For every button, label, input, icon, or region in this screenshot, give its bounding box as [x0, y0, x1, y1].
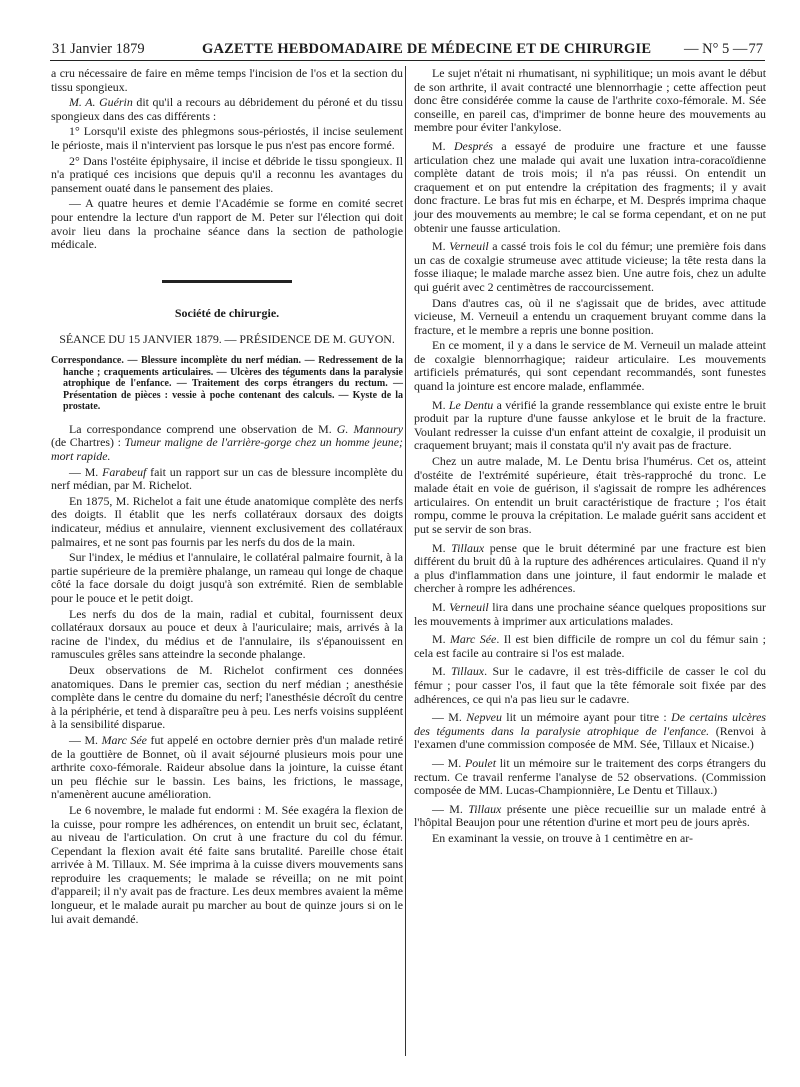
paragraph: Le 6 novembre, le malade fut endormi : M. Sée exagéra la flexion de la cuisse, pour rompre les adhérences, on entendit un bruit sec, éclatant, au niveau de l'articulation. On crut à une fracture du col du fémur. Cependant la flexion avait été faite sans brutalité. Pareille chose était arrivée à M. Tillaux. M. Sée imprima à la cuisse divers mouvements sans reproduire les craquements; le malade se réveilla; on ne mit point d'appareil; il n'y avait pas de fracture. Les deux membres avaient la même longueur, et le malade aurait pu marcher au bout de quinze jours si on le lui avait demandé. — [51, 802, 403, 926]
paragraph: En 1875, M. Richelot a fait une étude anatomique complète des nerfs des doigts. Il établit que les nerfs collatéraux dorsaux des doigts indicateur, médius et annulaire, viennent exclusivement des collatéraux palmaires, et ne sont pas fournis par les nerfs du dos de la main. — [51, 493, 403, 549]
speaker-name: Verneuil — [449, 239, 489, 254]
paragraph: M. Tillaux pense que le bruit déterminé par une fracture est bien différent du bruit dû à la rupture des adhérences articulaires. Quand il n'y a plus d'inflammation dans une jointure, il faut endormir le malade et chercher à rompre les adhérences. — [414, 540, 766, 596]
header-date: 31 Janvier 1879 — [52, 41, 145, 57]
paragraph: Dans d'autres cas, où il ne s'agissait que de brides, avec attitude vicieuse, M. Verneuil a entendu un craquement bruyant comme dans la fracture, et le membre a repris une bonne position. — [414, 295, 766, 337]
paragraph: M. Verneuil a cassé trois fois le col du fémur; une première fois dans un cas de coxalgie strumeuse avec attitude vicieuse; la tête resta dans la fosse iliaque; le malade marche assez bien. Une autre fois, chez un adulte qui guérit avec 2 centimètres de raccourcissement. — [414, 239, 766, 294]
paragraph: — M. Marc Sée fut appelé en octobre dernier près d'un malade retiré de la gouttière de Bonnet, où il avait séjourné plusieurs mois pour une arthrite coxo-fémorale. Raideur absolue dans la jointure, la cuisse étant un peu fléchie sur le bassin. Les bains, les frictions, le massage, n'amenèrent aucune amélioration. — [51, 732, 403, 802]
header-title: GAZETTE HEBDOMADAIRE DE MÉDECINE ET DE CHIRURGIE — [202, 41, 652, 57]
paragraph: M. Le Dentu a vérifié la grande ressemblance qui existe entre le bruit produit par la rupture d'une fausse ankylose et le bruit de la fracture. Voulant redresser la cuisse d'un enfant atteint de coxalgie, il produisit un craquement bruyant; mais il constata qu'il n'y avait pas de fracture. — [414, 397, 766, 453]
paragraph: En ce moment, il y a dans le service de M. Verneuil un malade atteint de coxalgie blennorrhagique; raideur articulaire. Les mouvements artificiels prématurés, qui sont cependant recommandés, sont funestes quand la jointure est encore malade, enflammée. — [414, 338, 766, 394]
speaker-name: Després — [453, 138, 493, 153]
speaker-name: M. A. Guérin — [69, 95, 133, 110]
speaker-name: Marc Sée — [101, 732, 147, 747]
paragraph: Les nerfs du dos de la main, radial et cubital, fournissent deux collatéraux dorsaux au pouce et deux à l'auriculaire; mais, arrivés à la racine de l'index, du médius et de l'annulaire, ils s'épanouissent en ramuscules grêles sans atteindre la seconde phalange. — [51, 606, 403, 662]
paragraph: — A quatre heures et demie l'Académie se forme en comité secret pour entendre la lecture d'un rapport de M. Peter sur l'élection qui doit avoir lieu dans la prochaine séance dans la section de pathologie médicale. — [51, 196, 403, 252]
speaker-name: Tillaux — [468, 801, 502, 816]
paragraph: M. Verneuil lira dans une prochaine séance quelques propositions sur les mouvements à imprimer aux articulations malades. — [414, 599, 766, 628]
page-header — [50, 38, 765, 61]
paragraph: — M. Poulet lit un mémoire sur le traitement des corps étrangers du rectum. Ce travail renferme l'analyse de 52 observations. (Commission composée de MM. Lucas-Championnière, Le Dentu et Tillaux.) — [414, 755, 766, 798]
paragraph: — M. Farabeuf fait un rapport sur un cas de blessure incomplète du nerf médian, par M. Richelot. — [51, 464, 403, 493]
speaker-name: Tillaux — [451, 664, 485, 679]
speaker-name: Le Dentu — [448, 397, 494, 412]
session-heading: SÉANCE DU 15 JANVIER 1879. — PRÉSIDENCE DE M. GUYON. — [59, 332, 395, 347]
paragraph: — M. Nepveu lit un mémoire ayant pour titre : De certains ulcères des téguments dans la paralysie atrophique de l'enfance. (Renvoi à l'examen d'une commission composée de MM. Sée, Tillaux et Nicaise.) — [414, 710, 767, 752]
column-divider — [405, 66, 406, 1056]
work-title: Tumeur maligne de l'arrière-gorge chez un homme jeune; mort rapide. — [51, 435, 403, 464]
paragraph: 2° Dans l'ostéite épiphysaire, il incise et débride le tissu spongieux. Il n'a pratiqué ces incisions que depuis qu'il a reconnu les avantages du pansement ouaté dans le pansement des plaies. — [51, 153, 403, 195]
paragraph: — M. Tillaux présente une pièce recueillie sur un malade entré à l'hôpital Beaujon pour une rétention d'urine et mort peu de jours après. — [414, 801, 766, 830]
session-summary: Correspondance. — Blessure incomplète du nerf médian. — Redressement de la hanche ; craquements articulaires. — Ulcères des téguments dans la paralysie atrophique de l'enfance. — Traitement des corps étrangers du rectum. — Présentation de pièces : vessie à poche contenant des calculs. — Kyste de la prostate. — [51, 354, 403, 413]
left-column — [51, 67, 403, 928]
speaker-name: Poulet — [464, 755, 496, 770]
paragraph: Deux observations de M. Richelot confirment ces données anatomiques. Dans le premier cas, section du nerf médian ; anesthésie complète dans le centre du domaine du nerf; l'anesthésie décroît du centre à la périphérie, et tend à disparaître peu à peu. Les nerfs voisins suppléent à la sensibilité disparue. — [51, 662, 403, 732]
paragraph: M. Marc Sée. Il est bien difficile de rompre un col du fémur sain ; cela est facile au contraire si l'os est malade. — [414, 632, 766, 660]
speaker-name: Marc Sée — [450, 632, 497, 647]
paragraph: 1° Lorsqu'il existe des phlegmons sous-périostés, il incise seulement le périoste, mais il n'intervient pas lorsque le pus n'est pas encore formé. — [51, 124, 403, 152]
paragraph: En examinant la vessie, on trouve à 1 centimètre en ar- — [432, 830, 693, 845]
header-issue-number: — N° 5 — — [684, 41, 748, 57]
paragraph: Le sujet n'était ni rhumatisant, ni syphilitique; un mois avant le début de son arthrite, il avait contracté une blennorrhagie ; cette affection peut donc être considérée comme la cause de l'arthrite coxo-fémorale. M. Sée conseille, en pareil cas, d'imprimer de bonne heure des mouvements au membre pour éviter l'ankylose. — [414, 66, 766, 135]
speaker-name: Tillaux — [451, 540, 485, 555]
header-page-number: 77 — [748, 41, 763, 57]
work-title: De certains ulcères des téguments dans la paralysie atrophique de l'enfance. — [414, 710, 767, 738]
paragraph: M. Després a essayé de produire une fracture et une fausse articulation chez une malade qui avait une luxation intra-coracoïdienne complète datant de trois mois; il n'a pas réussi. On entendit un craquement et on put entendre la crépitation des fragments; il y avait donc fracture. Le bras fut mis en écharpe, et M. Després imprima chaque jour des mouvements au membre; le cal se forma cependant, et on ne put obtenir une fausse articulation. — [414, 138, 766, 235]
paragraph: a cru nécessaire de faire en même temps l'incision de l'os et la section du tissu spongieux. — [51, 66, 403, 94]
speaker-name: Nepveu — [466, 710, 502, 725]
paragraph: Chez un autre malade, M. Le Dentu brisa l'humérus. Cet os, atteint d'ostéite de l'extrémité supérieure, était très-rapproché du tronc. Le malade était en voie de guérison, il s'agissait de rompre les adhérences articulaires. On entendit un bruit caractéristique de fracture ; l'os était rompu, comme le prouva la crépitation. Le malade guérit sans accident et put se servir de son bras. — [414, 454, 766, 536]
paragraph: M. A. Guérin dit qu'il a recours au débridement du péroné et du tissu spongieux dans des cas différents : — [51, 95, 403, 123]
section-separator — [162, 280, 292, 283]
paragraph: M. Tillaux. Sur le cadavre, il est très-difficile de casser le col du fémur ; pour casser l'os, il faut que la tête fémorale soit fixée par des adhérences, ce qui n'a pas lieu sur le cadavre. — [414, 664, 766, 706]
right-column — [414, 67, 766, 847]
paragraph: Sur l'index, le médius et l'annulaire, le collatéral palmaire fournit, à la partie supérieure de la première phalange, un rameau qui longe de chaque côté la face dorsale du doigt jusqu'à son extrémité. Rien de semblable pour le pouce et le petit doigt. — [51, 550, 403, 605]
speaker-name: Farabeuf — [102, 464, 147, 479]
paragraph: La correspondance comprend une observation de M. G. Mannoury (de Chartres) : Tumeur maligne de l'arrière-gorge chez un homme jeune; mort rapide. — [51, 421, 403, 464]
speaker-name: G. Mannoury — [336, 421, 403, 436]
section-heading: Société de chirurgie. — [174, 305, 280, 320]
speaker-name: Verneuil — [449, 599, 489, 614]
